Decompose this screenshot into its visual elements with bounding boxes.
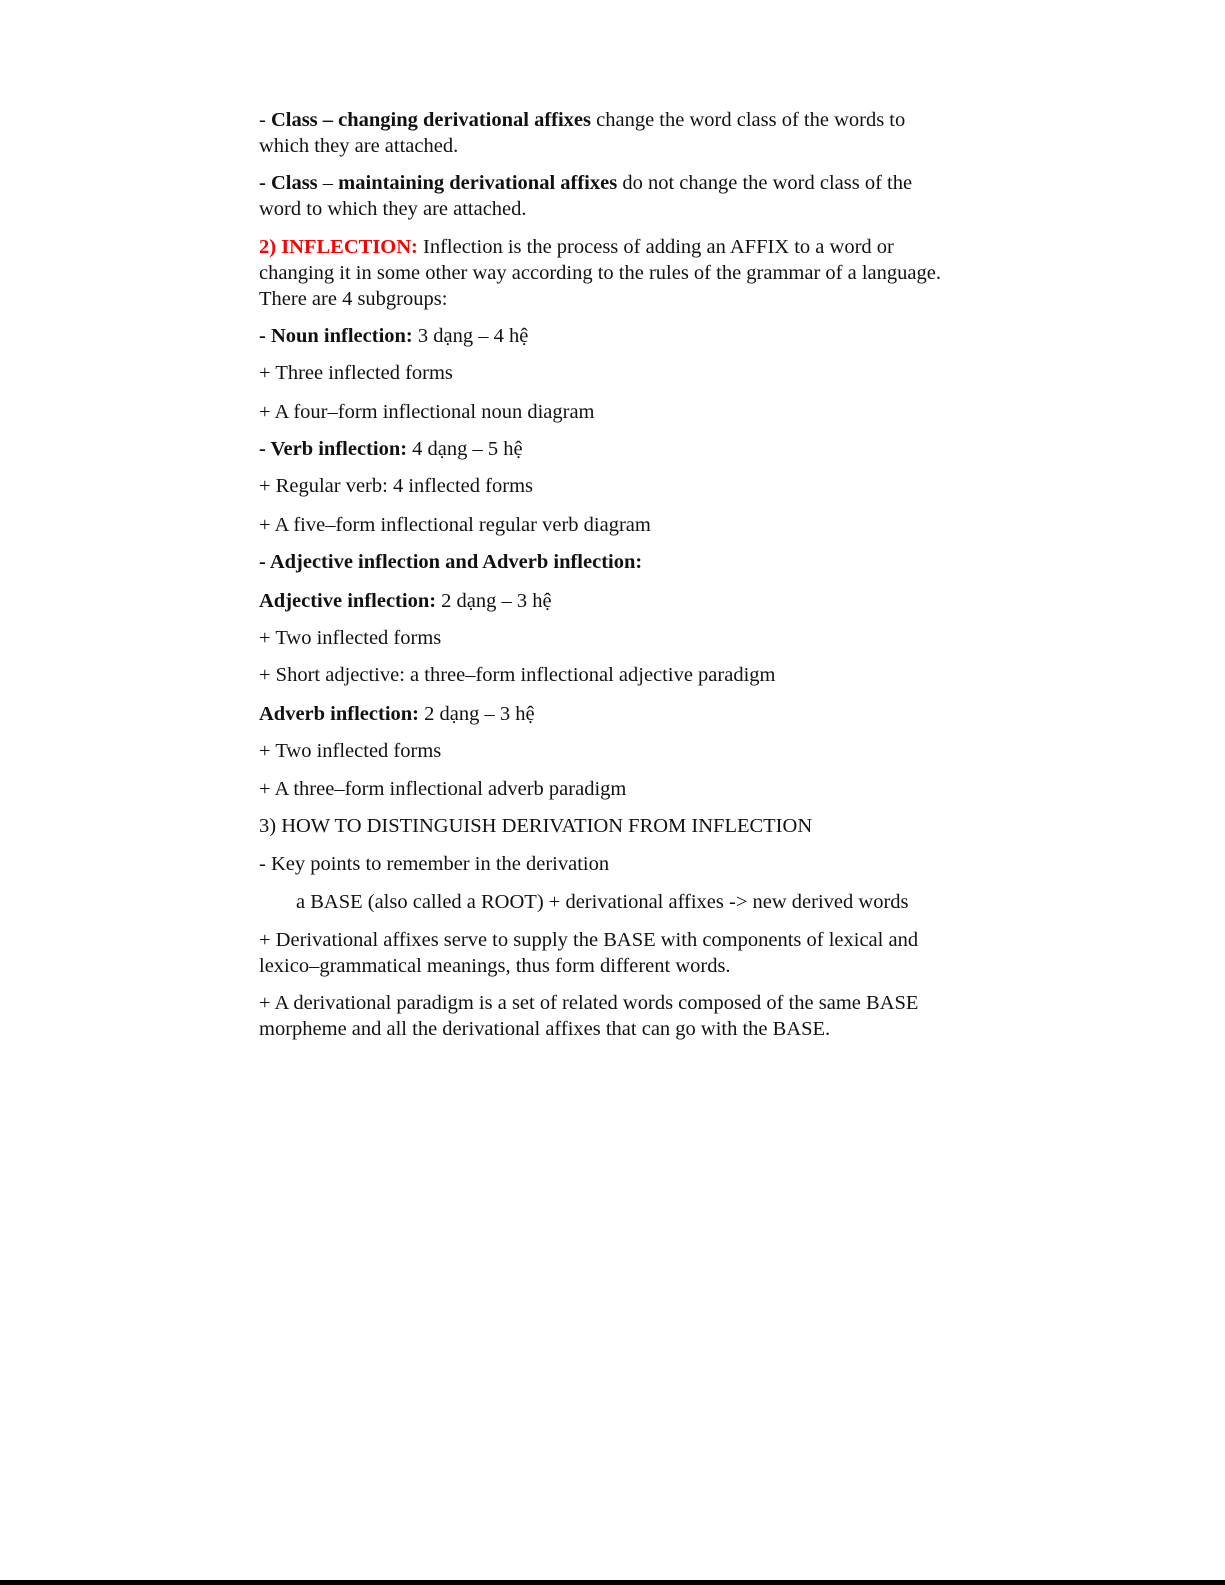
adj-adv-heading [259,549,642,575]
adjective-forms: 2 dạng – 3 hệ [436,590,552,612]
derivation-formula: a BASE (also called a ROOT) + derivational affixes -> new derived words [296,891,909,913]
verb-item-1: + Regular verb: 4 inflected forms [259,475,533,497]
para3-line1 [259,234,894,260]
adj-adv-label: - Adjective inflection and Adverb inflection: [259,551,643,573]
section3-heading: 3) HOW TO DISTINGUISH DERIVATION FROM INFLECTION [259,815,813,837]
adjective-label: Adjective inflection: [259,590,437,612]
para1-line1 [259,107,905,133]
adverb-item-2: + A three–form inflectional adverb paradigm [259,778,627,800]
para2-line1 [259,170,912,196]
noun-heading [259,323,528,349]
adverb-item-1: + Two inflected forms [259,740,442,762]
noun-item-2: + A four–form inflectional noun diagram [259,401,595,423]
verb-heading [259,436,523,462]
page-bottom-border [0,1580,1225,1585]
adverb-heading [259,701,535,727]
adjective-item-2: + Short adjective: a three–form inflectional adjective paradigm [259,664,776,686]
para3-line3: There are 4 subgroups: [259,288,448,310]
para3-line2: changing it in some other way according to the rules of the grammar of a language. [259,262,941,284]
para1-line2: which they are attached. [259,135,459,157]
verb-label: - Verb inflection: [259,438,408,460]
section3-p1-line2: lexico–grammatical meanings, thus form different words. [259,955,731,977]
verb-item-2: + A five–form inflectional regular verb diagram [259,514,651,536]
section3-p1-line1: + Derivational affixes serve to supply the BASE with components of lexical and [259,929,919,951]
term-class-changing: Class – changing derivational affixes [270,109,591,131]
adverb-label: Adverb inflection: [259,703,419,725]
term-class-maintaining: maintaining derivational affixes [338,172,618,194]
term-class: - Class [259,172,318,194]
para3-text: Inflection is the process of adding an AFFIX to a word or [417,236,894,258]
para2-text: do not change the word class of the [617,172,913,194]
adverb-forms: 2 dạng – 3 hệ [419,703,535,725]
adjective-item-1: + Two inflected forms [259,627,442,649]
noun-item-1: + Three inflected forms [259,362,453,384]
section3-p2-line1: + A derivational paradigm is a set of related words composed of the same BASE [259,992,919,1014]
key-points: - Key points to remember in the derivation [259,853,610,875]
para2-line2: word to which they are attached. [259,198,527,220]
adjective-heading [259,588,552,614]
section3-p2-line2: morpheme and all the derivational affixes that can go with the BASE. [259,1018,831,1040]
inflection-heading: 2) INFLECTION: [259,236,418,258]
verb-forms: 4 dạng – 5 hệ [407,438,523,460]
noun-label: - Noun inflection: [259,325,413,347]
para1-text: change the word class of the words to [591,109,906,131]
noun-forms: 3 dạng – 4 hệ [412,325,529,347]
para2-dash: – [317,172,339,194]
para1-prefix: - [259,109,271,131]
